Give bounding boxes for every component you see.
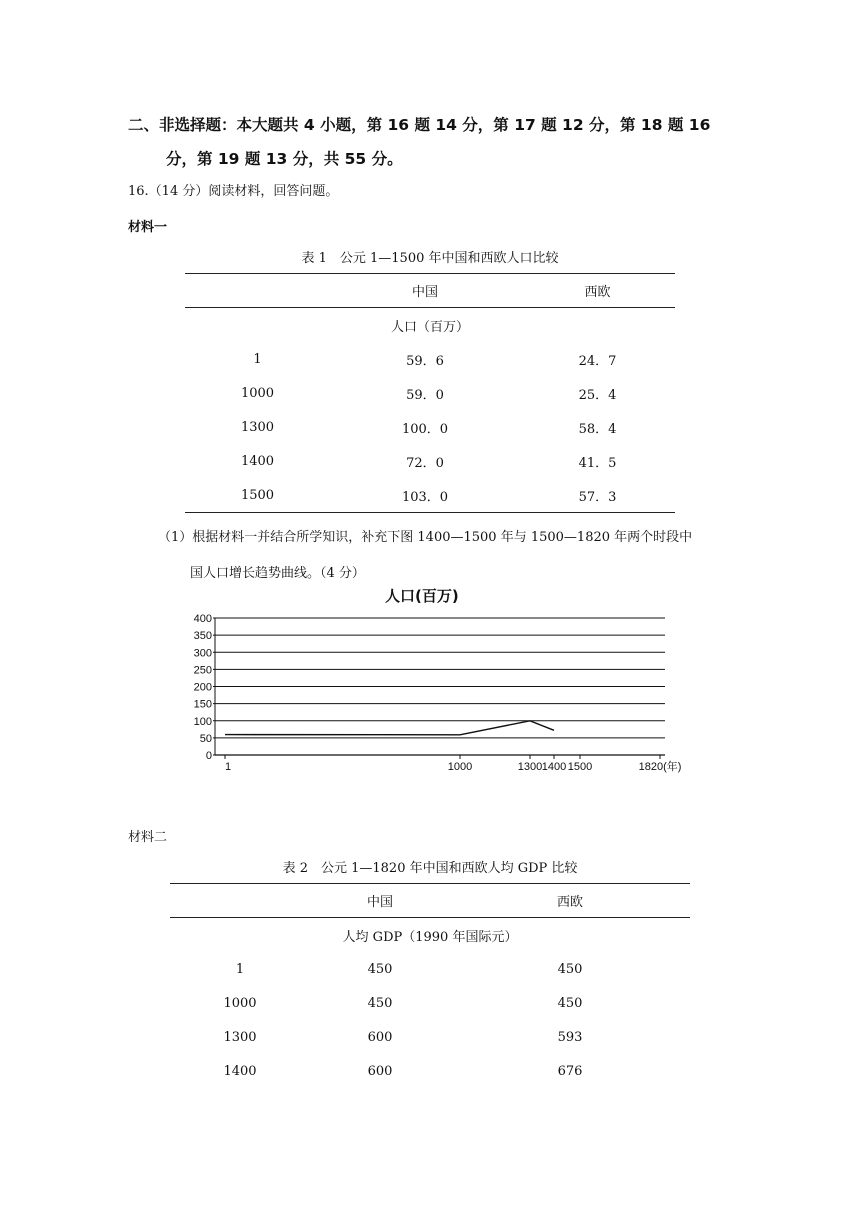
table-row bbox=[170, 1020, 690, 1054]
table-row bbox=[185, 478, 675, 513]
table-cell: 1 bbox=[253, 351, 262, 367]
section-heading bbox=[128, 108, 748, 176]
table-row bbox=[185, 342, 675, 376]
question-stem: 16.（14 分）阅读材料，回答问题。 bbox=[128, 184, 339, 199]
table-cell: 450 bbox=[367, 995, 393, 1011]
table-cell: 450 bbox=[557, 961, 583, 977]
table-cell: 1 bbox=[235, 961, 245, 977]
table-cell: 103．0 bbox=[330, 478, 520, 513]
material1-label: 材料一 bbox=[128, 220, 168, 235]
x-tick-label: 1000 bbox=[447, 761, 473, 773]
table-cell: 25．4 bbox=[578, 387, 617, 403]
table-row bbox=[170, 1054, 690, 1088]
y-tick-label: 0 bbox=[205, 750, 212, 762]
table-cell: 59．6 bbox=[406, 353, 444, 369]
table-cell: 450 bbox=[367, 961, 393, 977]
y-tick-label: 250 bbox=[193, 664, 212, 677]
table1-subheader-row bbox=[185, 308, 675, 343]
population-line-chart bbox=[170, 605, 700, 780]
table-cell: 58．4 bbox=[578, 421, 617, 437]
section-heading-line1: 二、非选择题：本大题共 4 小题，第 16 题 14 分，第 17 题 12 分，第 18 题 16 bbox=[128, 116, 711, 134]
table-cell: 1000 bbox=[240, 385, 275, 401]
table-cell: 600 bbox=[367, 1029, 393, 1045]
y-tick-label: 350 bbox=[193, 630, 212, 643]
table-row bbox=[170, 986, 690, 1020]
table-cell: 1400 bbox=[223, 1063, 257, 1079]
x-tick-label: 1 bbox=[225, 761, 232, 773]
table2 bbox=[170, 883, 690, 1088]
x-tick-label: 1300 bbox=[517, 761, 543, 773]
subquestion-line1: （1）根据材料一并结合所学知识，补充下图 1400—1500 年与 1500—1820 年两个时段中 bbox=[158, 530, 693, 545]
y-tick-label: 300 bbox=[193, 647, 212, 660]
table1-subheader: 人口（百万） bbox=[390, 319, 469, 335]
table-cell: 600 bbox=[367, 1063, 393, 1079]
table1-header-cell: 西欧 bbox=[520, 274, 675, 308]
subquestion-1 bbox=[158, 520, 748, 592]
table2-header-row bbox=[170, 884, 690, 918]
table2-caption: 表 2 公元 1—1820 年中国和西欧人均 GDP 比较 bbox=[282, 861, 578, 876]
table1-header-cell: 中国 bbox=[330, 274, 520, 308]
x-tick-label: 1400 bbox=[541, 761, 567, 773]
x-tick-label: 1820(年) bbox=[638, 761, 682, 773]
table1 bbox=[185, 273, 675, 513]
y-tick-label: 150 bbox=[193, 698, 212, 711]
table-cell: 59．0 bbox=[406, 387, 444, 403]
y-tick-label: 50 bbox=[199, 732, 212, 745]
series-line bbox=[225, 721, 554, 735]
subquestion-line2: 国人口增长趋势曲线。（4 分） bbox=[190, 566, 365, 581]
table-cell: 1500 bbox=[185, 478, 330, 513]
table-cell: 57．3 bbox=[520, 478, 675, 513]
table2-subheader-row bbox=[170, 918, 690, 953]
table1-header-cell bbox=[185, 274, 330, 308]
table1-header-row bbox=[185, 274, 675, 308]
table-cell: 100．0 bbox=[401, 421, 449, 437]
table-cell: 676 bbox=[557, 1063, 583, 1079]
table2-header-cell: 中国 bbox=[310, 884, 450, 918]
table2-header-cell: 西欧 bbox=[450, 884, 690, 918]
table-row bbox=[185, 444, 675, 478]
table-row bbox=[185, 410, 675, 444]
table1-caption: 表 1 公元 1—1500 年中国和西欧人口比较 bbox=[301, 251, 559, 266]
y-tick-label: 400 bbox=[193, 613, 212, 625]
y-tick-label: 100 bbox=[193, 715, 212, 728]
table-cell: 1000 bbox=[223, 995, 257, 1011]
table-cell: 1400 bbox=[240, 453, 275, 469]
y-tick-label: 200 bbox=[193, 681, 212, 694]
table-cell: 72．0 bbox=[406, 455, 444, 471]
table-row bbox=[170, 952, 690, 986]
table-row bbox=[185, 376, 675, 410]
table2-subheader: 人均 GDP（1990 年国际元） bbox=[342, 929, 518, 945]
table-cell: 41．5 bbox=[578, 455, 617, 471]
x-tick-label: 1500 bbox=[567, 761, 593, 773]
table-cell: 450 bbox=[557, 995, 583, 1011]
section-heading-line2: 分，第 19 题 13 分，共 55 分。 bbox=[166, 150, 403, 168]
material2-label: 材料二 bbox=[128, 830, 168, 845]
table-cell: 593 bbox=[557, 1029, 583, 1045]
table-cell: 24．7 bbox=[578, 353, 617, 369]
table-cell: 1300 bbox=[223, 1029, 257, 1045]
chart-title: 人口(百万) bbox=[385, 587, 459, 605]
table-cell: 1300 bbox=[240, 419, 275, 435]
table2-header-cell bbox=[170, 884, 310, 918]
